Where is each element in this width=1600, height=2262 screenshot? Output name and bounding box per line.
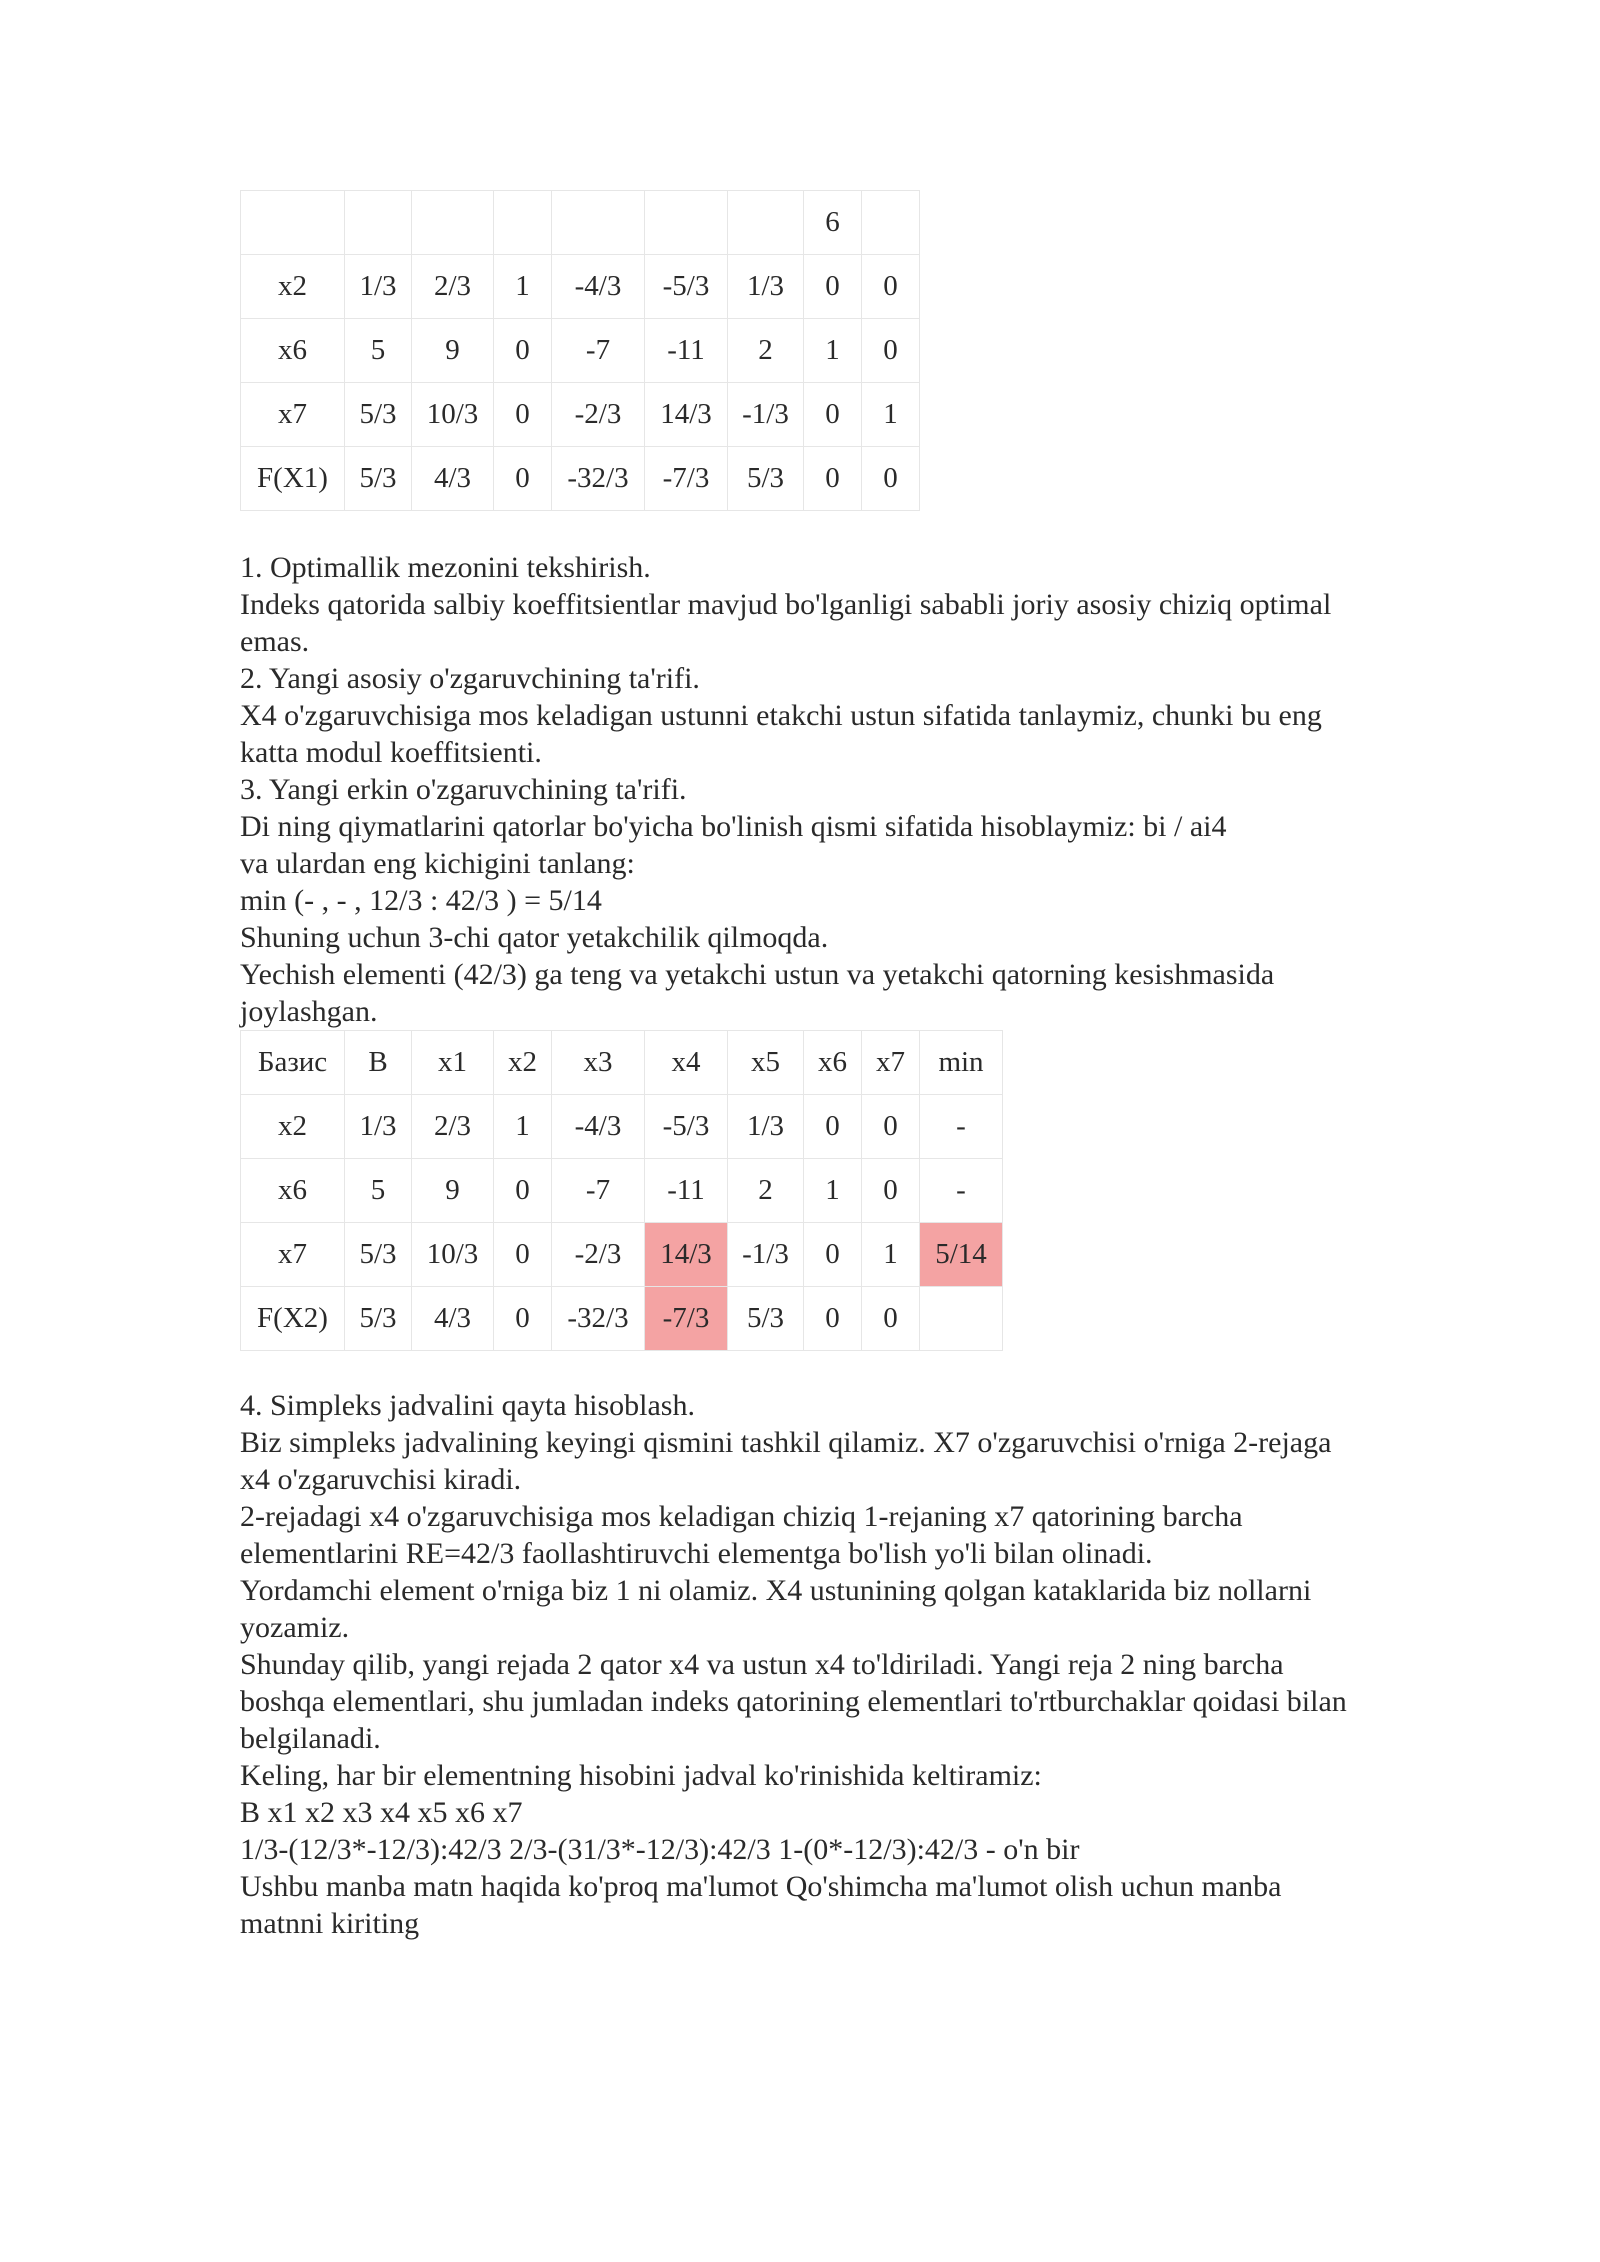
basis-cell: x7 (241, 1223, 345, 1287)
table-row: x2 1/3 2/3 1 -4/3 -5/3 1/3 0 0 - (241, 1095, 1003, 1159)
column-header: x6 (804, 1031, 862, 1095)
paragraph-line: Biz simpleks jadvalining keyingi qismini tashkil qilamiz. X7 o'zgaruvchisi o'rniga 2-rejaga x4 o'zgaruvchisi kiradi. (240, 1426, 1332, 1496)
column-header: Базис (241, 1031, 345, 1095)
table-row: x2 1/3 2/3 1 -4/3 -5/3 1/3 0 0 (241, 255, 920, 319)
paragraph-line: 3. Yangi erkin o'zgaruvchining ta'rifi. (240, 773, 687, 806)
paragraph-line: 1. Optimallik mezonini tekshirish. (240, 551, 651, 584)
explanation-text-1 (240, 549, 1360, 1030)
paragraph-line: va ulardan eng kichigini tanlang: (240, 847, 635, 880)
document-content (240, 190, 1360, 1942)
explanation-text-2 (240, 1387, 1360, 1942)
table-header-row (241, 1031, 1003, 1095)
paragraph-line: Keling, har bir elementning hisobini jadval ko'rinishida keltiramiz: (240, 1759, 1042, 1792)
paragraph-line: Ushbu manba matn haqida ko'proq ma'lumot Qo'shimcha ma'lumot olish uchun manba matnni kiriting (240, 1870, 1282, 1940)
column-header: x5 (728, 1031, 804, 1095)
paragraph-line: Di ning qiymatlarini qatorlar bo'yicha bo'linish qismi sifatida hisoblaymiz: bi / ai4 (240, 810, 1227, 843)
basis-cell: x2 (241, 255, 345, 319)
column-header: min (920, 1031, 1003, 1095)
table-row: x7 5/3 10/3 0 -2/3 14/3 -1/3 0 1 (241, 383, 920, 447)
objective-cell: F(X2) (241, 1287, 345, 1351)
basis-cell: x7 (241, 383, 345, 447)
simplex-table-2 (240, 1030, 1003, 1351)
paragraph-line: Yechish elementi (42/3) ga teng va yetakchi ustun va yetakchi qatorning kesishmasida joylashgan. (240, 958, 1275, 1028)
pivot-element-cell: 14/3 (645, 1223, 728, 1287)
paragraph-line: Indeks qatorida salbiy koeffitsientlar mavjud bo'lganligi sababli joriy asosiy chiziq optimal emas. (240, 588, 1332, 658)
paragraph-line: 1/3-(12/3*-12/3):42/3 2/3-(31/3*-12/3):42/3 1-(0*-12/3):42/3 - o'n bir (240, 1833, 1080, 1866)
pivot-column-index-cell: -7/3 (645, 1287, 728, 1351)
basis-cell: x6 (241, 1159, 345, 1223)
column-header: x7 (862, 1031, 920, 1095)
basis-cell: x6 (241, 319, 345, 383)
pivot-row: x7 5/3 10/3 0 -2/3 14/3 -1/3 0 1 5/14 (241, 1223, 1003, 1287)
paragraph-line: Yordamchi element o'rniga biz 1 ni olamiz. X4 ustunining qolgan kataklarida biz nollarni yozamiz. (240, 1574, 1312, 1644)
paragraph-line: X4 o'zgaruvchisiga mos keladigan ustunni etakchi ustun sifatida tanlaymiz, chunki bu eng katta modul koeffitsienti. (240, 699, 1322, 769)
paragraph-line: 4. Simpleks jadvalini qayta hisoblash. (240, 1389, 695, 1422)
paragraph-line: 2. Yangi asosiy o'zgaruvchining ta'rifi. (240, 662, 700, 695)
objective-cell: F(X1) (241, 447, 345, 511)
column-header: x3 (552, 1031, 645, 1095)
paragraph-line: min (- , - , 12/3 : 42/3 ) = 5/14 (240, 884, 602, 917)
index-row: F(X2) 5/3 4/3 0 -32/3 -7/3 5/3 0 0 (241, 1287, 1003, 1351)
column-header: B (345, 1031, 412, 1095)
table-row: x6 5 9 0 -7 -11 2 1 0 - (241, 1159, 1003, 1223)
table-cell: 6 (804, 191, 862, 255)
paragraph-line: Shuning uchun 3-chi qator yetakchilik qilmoqda. (240, 921, 829, 954)
paragraph-line: Shunday qilib, yangi rejada 2 qator x4 va ustun x4 to'ldiriladi. Yangi reja 2 ning barcha boshqa elementlari, shu jumladan indeks qatorining elementlari to'rtburchaklar qoidasi bilan belgilanadi. (240, 1648, 1347, 1755)
simplex-table-1 (240, 190, 920, 511)
column-header: x2 (494, 1031, 552, 1095)
table-row (241, 191, 920, 255)
column-header: x4 (645, 1031, 728, 1095)
min-ratio-cell: 5/14 (920, 1223, 1003, 1287)
basis-cell: x2 (241, 1095, 345, 1159)
index-row: F(X1) 5/3 4/3 0 -32/3 -7/3 5/3 0 0 (241, 447, 920, 511)
paragraph-line: 2-rejadagi x4 o'zgaruvchisiga mos keladigan chiziq 1-rejaning x7 qatorining barcha elementlarini RE=42/3 faollashtiruvchi elementga bo'lish yo'li bilan olinadi. (240, 1500, 1243, 1570)
table-row: x6 5 9 0 -7 -11 2 1 0 (241, 319, 920, 383)
paragraph-line: B x1 x2 x3 x4 x5 x6 x7 (240, 1796, 523, 1829)
column-header: x1 (412, 1031, 494, 1095)
